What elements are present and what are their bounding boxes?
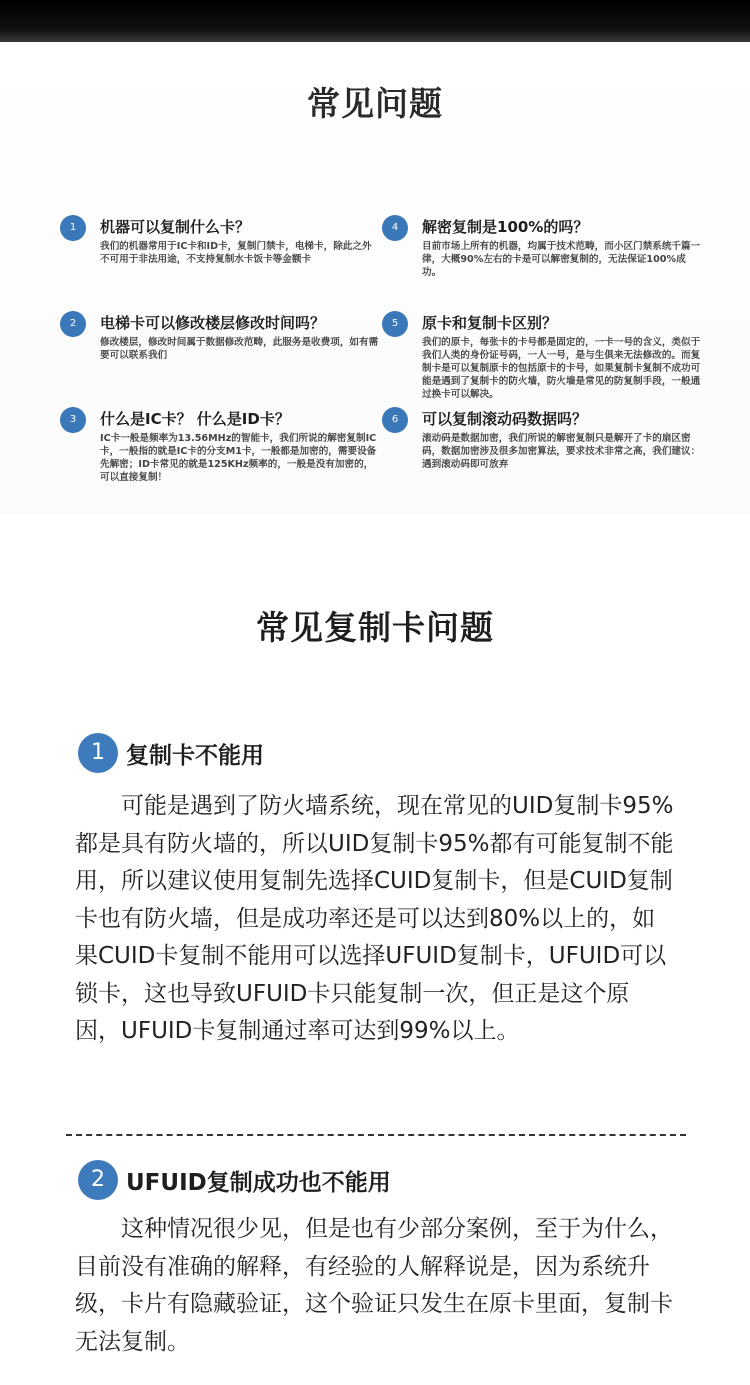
- faq-number-badge: 3: [60, 407, 86, 433]
- question-number-badge: 1: [78, 733, 118, 773]
- copy-card-section-title: 常见复制卡问题: [256, 608, 494, 647]
- faq-answer: IC卡一般是频率为13.56MHz的智能卡，我们所说的解密复制IC卡，一般指的就是IC卡的分支M1卡，一般都是加密的，需要设备先解密；ID卡常见的就是125KHz频率的，一般是没有加密的，可以直接复制！: [100, 433, 377, 483]
- faq-question: 什么是IC卡？ 什么是ID卡？: [100, 410, 290, 428]
- faq-question: 原卡和复制卡区别？: [422, 314, 558, 332]
- faq-answer: 我们的原卡，每张卡的卡号都是固定的，一卡一号的含义，类似于我们人类的身份证号码，一人一号，是与生俱来无法修改的。而复制卡是可以复制原卡的包括原卡的卡号，如果复制卡复制不成功可能是遇到了复制卡的防火墙，防火墙是常见的防复制手段，一般通过换卡可以解决。: [422, 337, 701, 400]
- faq-answer: 修改楼层，修改时间属于数据修改范畴，此服务是收费项，如有需要可以联系我们: [100, 337, 379, 361]
- faq-question: 电梯卡可以修改楼层修改时间吗？: [100, 314, 326, 332]
- faq-number-badge: 1: [60, 215, 86, 241]
- question-number-badge: 2: [78, 1160, 118, 1200]
- question-title: 复制卡不能用: [126, 743, 264, 769]
- question-2-body: 这种情况很少见，但是也有少部分案例，至于为什么，目前没有准确的解释，有经验的人解释说是，因为系统升级，卡片有隐藏验证，这个验证只发生在原卡里面，复制卡无法复制。: [75, 1216, 673, 1355]
- faq-answer: 滚动码是数据加密，我们所说的解密复制只是解开了卡的扇区密码，数据加密涉及很多加密算法，要求技术非常之高，我们建议：遇到滚动码即可放弃: [422, 433, 701, 470]
- faq-number-badge: 2: [60, 311, 86, 337]
- faq-question: 可以复制滚动码数据吗？: [422, 410, 588, 428]
- question-1-body: 可能是遇到了防火墙系统，现在常见的UID复制卡95%都是具有防火墙的，所以UID复制卡95%都有可能复制不能用，所以建议使用复制先选择CUID复制卡，但是CUID复制卡也有防火墙，但是成功率还是可以达到80%以上的，如果CUID卡复制不能用可以选择UFUID复制卡，UFUID可以锁卡，这也导致UFUID卡只能复制一次，但正是这个原因，UFUID卡复制通过率可达到99%以上。: [75, 793, 674, 1044]
- top-dark-bar: [0, 0, 750, 42]
- faq-title: 常见问题: [307, 84, 443, 123]
- faq-answer: 目前市场上所有的机器，均属于技术范畴，而小区门禁系统千篇一律，大概90%左右的卡是可以解密复制的，无法保证100%成功。: [422, 241, 701, 278]
- question-title: UFUID复制成功也不能用: [126, 1170, 391, 1196]
- faq-number-badge: 5: [382, 311, 408, 337]
- faq-question: 机器可以复制什么卡？: [100, 218, 251, 236]
- faq-number-badge: 4: [382, 215, 408, 241]
- faq-answer: 我们的机器常用于IC卡和ID卡，复制门禁卡，电梯卡，除此之外不可用于非法用途，不支持复制水卡饭卡等金额卡: [100, 241, 372, 265]
- dashed-divider: [66, 1134, 686, 1136]
- faq-number-badge: 6: [382, 407, 408, 433]
- faq-question: 解密复制是100%的吗？: [422, 218, 589, 236]
